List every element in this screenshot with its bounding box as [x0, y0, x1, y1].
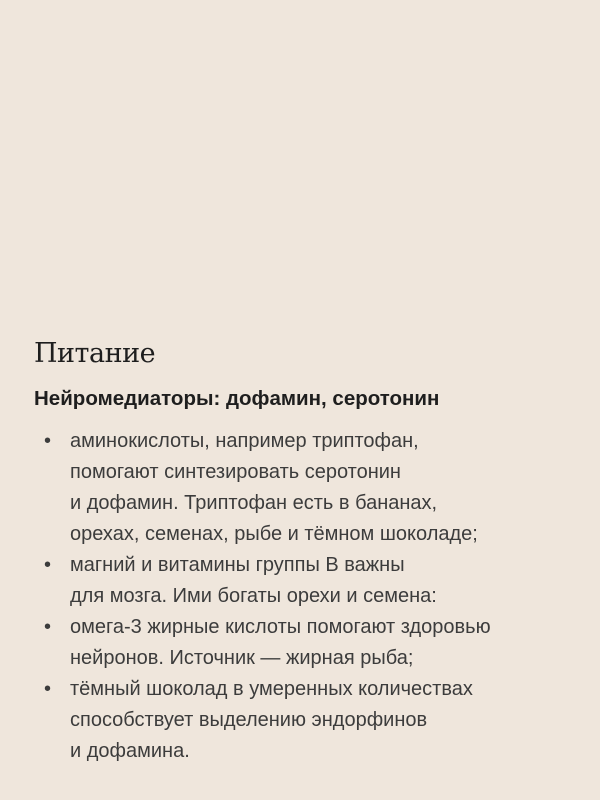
list-item-line: нейронов. Источник — жирная рыба;	[70, 647, 414, 669]
nutrition-list	[44, 426, 491, 767]
bullet-icon: •	[44, 616, 52, 638]
list-item-line: омега-3 жирные кислоты помогают здоровью	[70, 616, 491, 638]
list-item-line: магний и витамины группы В важны	[70, 554, 405, 576]
list-item-line: орехах, семенах, рыбе и тёмном шоколаде;	[70, 523, 478, 545]
list-item-line: аминокислоты, например триптофан,	[70, 430, 419, 452]
list-item-line: помогают синтезировать серотонин	[70, 461, 401, 483]
list-item-line: и дофамина.	[70, 740, 190, 762]
bullet-icon: •	[44, 678, 52, 700]
page-subtitle: Нейромедиаторы: дофамин, серотонин	[34, 387, 440, 410]
list-item-line: для мозга. Ими богаты орехи и семена:	[70, 585, 437, 607]
list-item	[44, 550, 491, 612]
list-item-line: и дофамин. Триптофан есть в бананах,	[70, 492, 438, 514]
list-item-line: тёмный шоколад в умеренных количествах	[70, 678, 473, 700]
bullet-icon: •	[44, 554, 52, 576]
bullet-icon: •	[44, 430, 52, 452]
list-item	[44, 426, 491, 550]
list-item	[44, 674, 491, 767]
list-item-line: способствует выделению эндорфинов	[70, 709, 428, 731]
list-item	[44, 612, 491, 674]
page-title: Питание	[34, 338, 156, 369]
